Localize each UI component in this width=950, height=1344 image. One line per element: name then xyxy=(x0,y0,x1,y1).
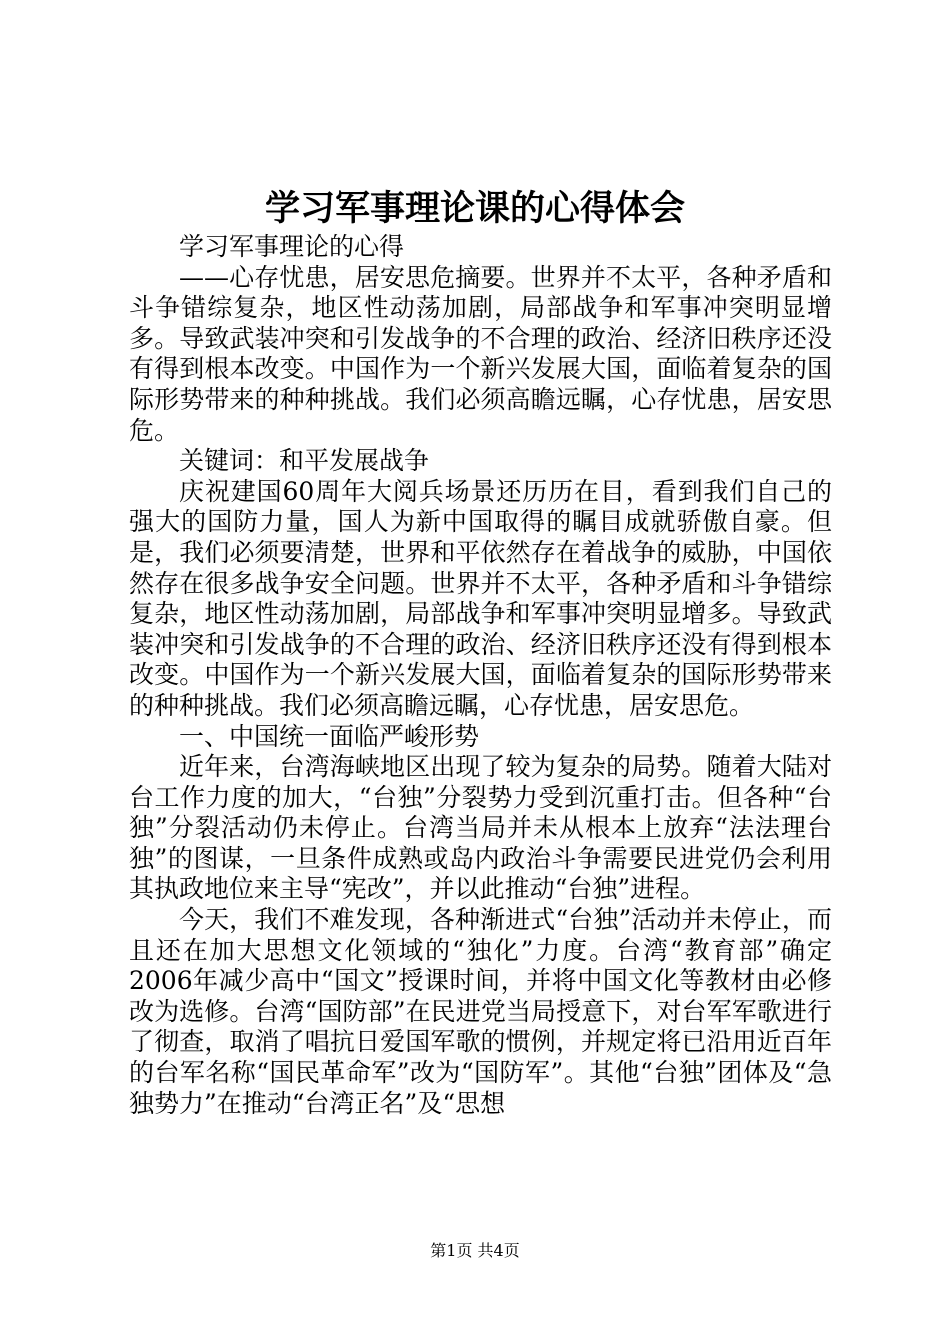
paragraph-keywords: 关键词：和平发展战争 xyxy=(179,446,430,476)
paragraph-abstract: ——心存忧患，居安思危摘要。世界并不太平，各种矛盾和斗争错综复杂，地区性动荡加剧，局部战争和军事冲突明显增多。导致武装冲突和引发战争的不合理的政治、经济旧秩序还没有得到根本改变。中国作为一个新兴发展大国，面临着复杂的国际形势带来的种种挑战。我们必须高瞻远瞩，心存忧患，居安思危。 xyxy=(129,262,832,445)
document-title: 学习军事理论课的心得体会 xyxy=(264,188,685,229)
paragraph-intro: 庆祝建国60周年大阅兵场景还历历在目，看到我们自己的强大的国防力量，国人为新中国取得的瞩目成就骄傲自豪。但是，我们必须要清楚，世界和平依然存在着战争的威胁，中国依然存在很多战争安全问题。世界并不太平，各种矛盾和斗争错综复杂，地区性动荡加剧，局部战争和军事冲突明显增多。导致武装冲突和引发战争的不合理的政治、经济旧秩序还没有得到根本改变。中国作为一个新兴发展大国，面临着复杂的国际形势带来的种种挑战。我们必须高瞻远瞩，心存忧患，居安思危。 xyxy=(129,476,832,720)
section-heading-1: 一、中国统一面临严峻形势 xyxy=(179,721,480,751)
document-body xyxy=(129,232,832,1119)
paragraph-subtitle: 学习军事理论的心得 xyxy=(179,232,405,261)
page-footer: 第1页 共4页 xyxy=(430,1241,520,1260)
paragraph-today: 今天，我们不难发现，各种渐进式“台独”活动并未停止，而且还在加大思想文化领域的“独化”力度。台湾“教育部”确定2006年减少高中“国文”授课时间，并将中国文化等教材由必修改为选修。台湾“国防部”在民进党当局授意下，对台军军歌进行了彻查，取消了唱抗日爱国军歌的惯例，并规定将已沿用近百年的台军名称“国民革命军”改为“国防军”。其他“台独”团体及“急独势力”在推动“台湾正名”及“思想 xyxy=(129,905,832,1118)
paragraph-taiwan-situation: 近年来，台湾海峡地区出现了较为复杂的局势。随着大陆对台工作力度的加大，“台独”分裂势力受到沉重打击。但各种“台独”分裂活动仍未停止。台湾当局并未从根本上放弃“法法理台独”的图谋，一旦条件成熟或岛内政治斗争需要民进党仍会利用其执政地位来主导“宪改”，并以此推动“台独”进程。 xyxy=(129,752,832,904)
